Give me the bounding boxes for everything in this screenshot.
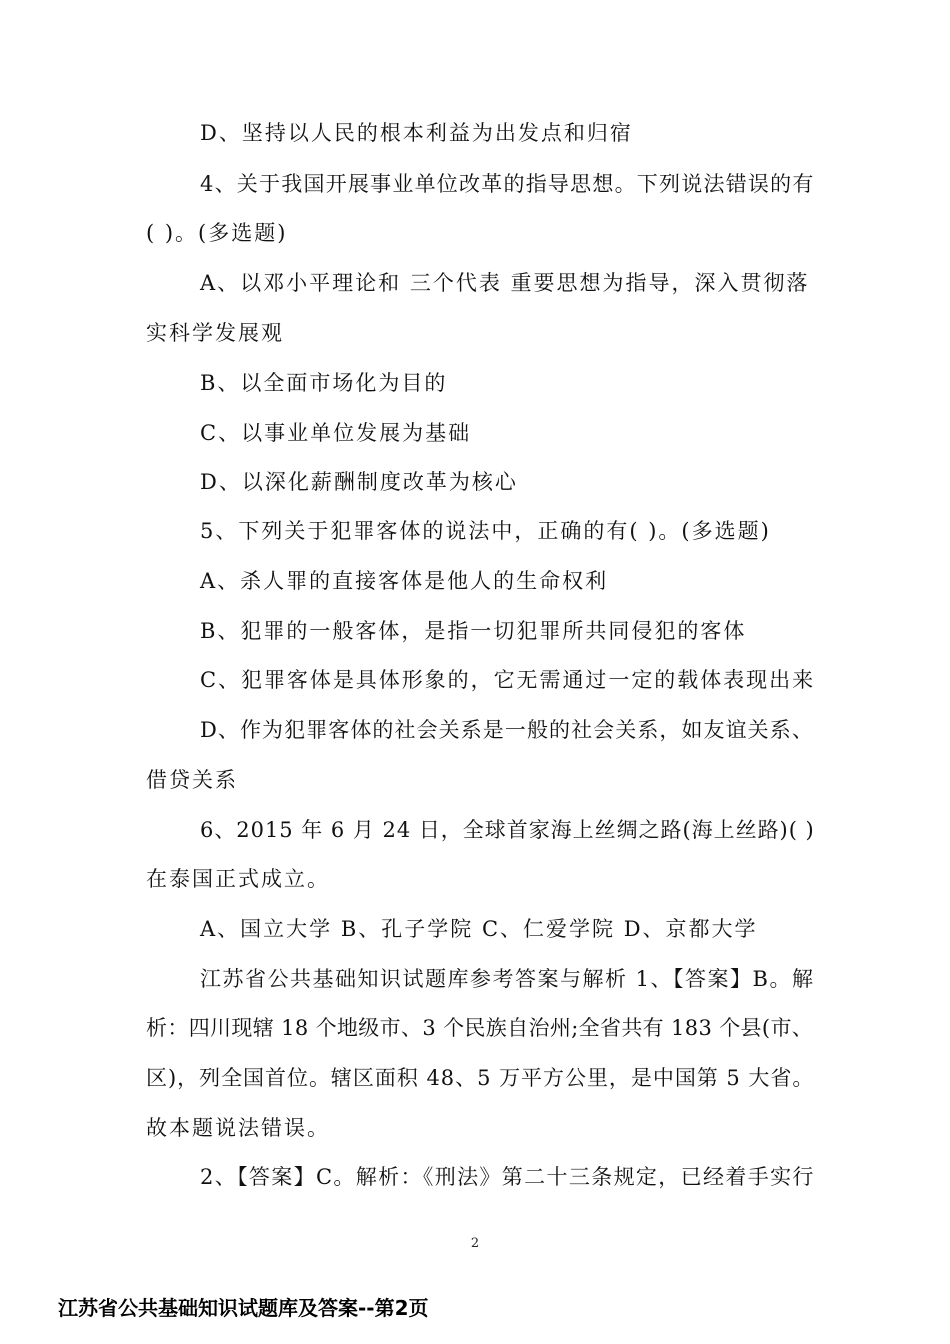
- answer-2: 2、【答案】C。解析：《刑法》第二十三条规定，已经着手实行: [200, 1165, 815, 1189]
- question-6-cont: 在泰国正式成立。: [146, 867, 330, 891]
- question-4-cont: ( )。(多选题): [146, 221, 288, 245]
- option-5c: C、犯罪客体是具体形象的，它无需通过一定的载体表现出来: [200, 668, 816, 692]
- option-4c: C、以事业单位发展为基础: [200, 421, 472, 445]
- option-3d: D、坚持以人民的根本利益为出发点和归宿: [200, 121, 633, 145]
- option-4b: B、以全面市场化为目的: [200, 371, 448, 395]
- page-number: 2: [470, 1236, 480, 1251]
- option-5b: B、犯罪的一般客体，是指一切犯罪所共同侵犯的客体: [200, 619, 747, 643]
- option-5d-cont: 借贷关系: [146, 768, 238, 792]
- option-4d: D、以深化薪酬制度改革为核心: [200, 470, 518, 494]
- option-5a: A、杀人罪的直接客体是他人的生命权利: [200, 569, 609, 593]
- question-6: 6、2015 年 6 月 24 日，全球首家海上丝绸之路(海上丝路)( ): [200, 818, 815, 842]
- answer-1-line4: 故本题说法错误。: [146, 1116, 330, 1140]
- option-4a: A、以邓小平理论和 三个代表 重要思想为指导，深入贯彻落: [200, 271, 810, 295]
- answer-1-line2: 析：四川现辖 18 个地级市、3 个民族自治州;全省共有 183 个县(市、: [146, 1016, 814, 1040]
- question-4: 4、关于我国开展事业单位改革的指导思想。下列说法错误的有: [200, 172, 815, 196]
- answer-1-line3: 区)，列全国首位。辖区面积 48、5 万平方公里，是中国第 5 大省。: [146, 1066, 815, 1090]
- option-4a-cont: 实科学发展观: [146, 321, 284, 345]
- options-6: A、国立大学 B、孔子学院 C、仁爱学院 D、京都大学: [200, 917, 758, 941]
- footer-title: 江苏省公共基础知识试题库及答案--第2页: [58, 1296, 429, 1320]
- option-5d: D、作为犯罪客体的社会关系是一般的社会关系，如友谊关系、: [200, 718, 814, 742]
- answer-heading: 江苏省公共基础知识试题库参考答案与解析 1、【答案】B。解: [200, 967, 815, 991]
- question-5: 5、下列关于犯罪客体的说法中，正确的有( )。(多选题): [200, 519, 771, 543]
